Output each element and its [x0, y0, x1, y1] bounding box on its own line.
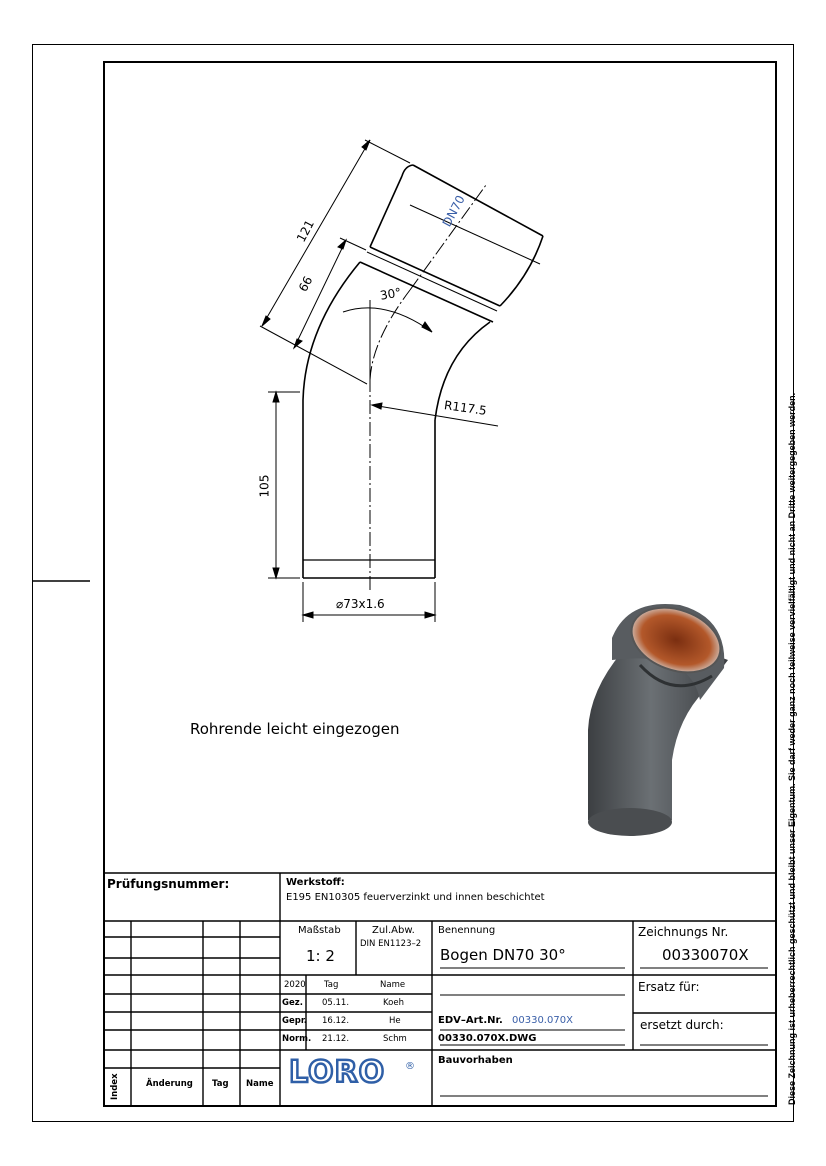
massstab-label: Maßstab: [298, 925, 341, 936]
copyright-side-note: Diese Zeichnung ist urheberrechtlich geschützt und bleibt unser Eigentum. Sie darf weder ganz noch teilweise vervielfältigt und nicht an Dritte weitergegeben werden.: [787, 392, 797, 1105]
pruefungsnummer-label: Prüfungsnummer:: [107, 877, 230, 891]
rev-name-label: Name: [246, 1079, 274, 1089]
werkstoff-label: Werkstoff:: [286, 877, 345, 888]
zulabw-label: Zul.Abw.: [372, 925, 415, 936]
pipe-3d-render: [588, 596, 729, 836]
benennung-label: Benennung: [438, 925, 496, 936]
benennung-value: Bogen DN70 30°: [440, 946, 566, 964]
angle-label: 30°: [378, 285, 403, 303]
dimension-105: [268, 392, 300, 578]
gez-label: Gez.: [282, 998, 303, 1008]
gez-name: Koeh: [383, 998, 404, 1008]
year: 2020: [284, 980, 306, 990]
index-label: Index: [110, 1073, 120, 1100]
zulabw-value: DIN EN1123–2: [360, 939, 422, 949]
aenderung-label: Änderung: [146, 1079, 193, 1089]
name-header: Name: [380, 980, 406, 990]
norm-tag: 21.12.: [322, 1034, 350, 1044]
bauvorhaben-label: Bauvorhaben: [438, 1055, 513, 1066]
dwg-file: 00330.070X.DWG: [438, 1033, 537, 1044]
norm-name: Schm: [383, 1034, 407, 1044]
dimension-121-66: [260, 140, 410, 384]
dim-66-label: 66: [295, 273, 316, 295]
radius-label: R117.5: [443, 398, 488, 418]
norm-label: Norm.: [282, 1034, 312, 1044]
zeichnung-value: 00330070X: [662, 946, 749, 964]
gepr-name: He: [389, 1016, 401, 1026]
ersatz-label: Ersatz für:: [638, 980, 700, 994]
gez-tag: 05.11.: [322, 998, 350, 1008]
center-line: [370, 185, 486, 590]
werkstoff-value: E195 EN10305 feuerverzinkt und innen beschichtet: [286, 892, 545, 903]
loro-logo: LORO: [289, 1055, 386, 1090]
angle-30-dimension: [343, 300, 432, 390]
rev-tag-label: Tag: [212, 1079, 229, 1089]
gepr-tag: 16.12.: [322, 1016, 350, 1026]
ersetzt-label: ersetzt durch:: [640, 1018, 724, 1032]
edv-label: EDV–Art.Nr.: [438, 1015, 503, 1026]
diameter-label: ⌀73x1.6: [336, 597, 385, 611]
dim-105-label: 105: [257, 474, 272, 498]
drawing-note: Rohrende leicht eingezogen: [190, 720, 400, 738]
dim-121-label: 121: [293, 217, 318, 245]
dn70-label: DN70: [439, 192, 468, 230]
massstab-value: 1: 2: [306, 947, 335, 965]
registered-mark: ®: [405, 1061, 415, 1072]
tag-header: Tag: [324, 980, 339, 990]
edv-value: 00330.070X: [512, 1015, 573, 1026]
gepr-label: Gepr.: [282, 1016, 308, 1026]
zeichnung-label: Zeichnungs Nr.: [638, 925, 729, 939]
pipe-outline: [303, 165, 543, 578]
